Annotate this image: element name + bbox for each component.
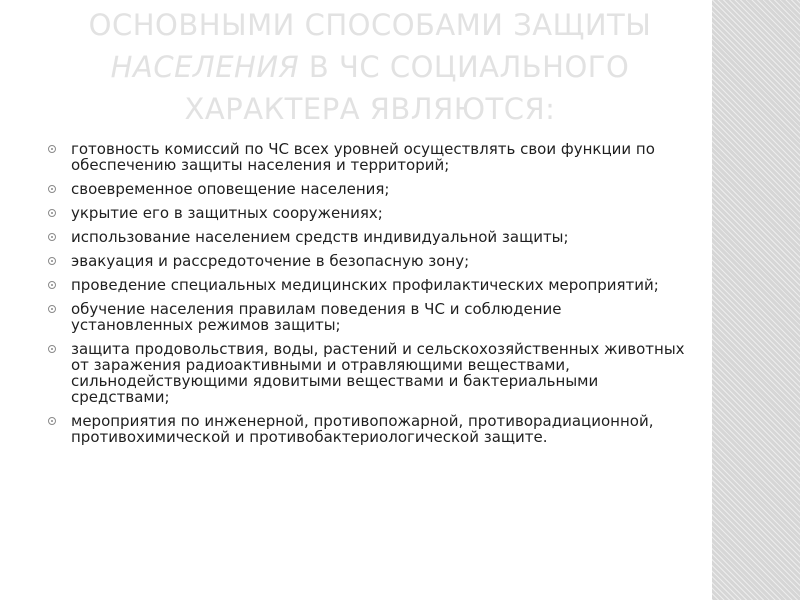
bullet-icon — [48, 257, 56, 265]
title-emphasis: НАСЕЛЕНИЯ — [110, 50, 300, 84]
bullet-text: готовность комиссий по ЧС всех уровней осуществлять свои функции по обеспечению защиты населения и территорий; — [71, 140, 655, 174]
list-item — [46, 253, 686, 269]
bullet-icon — [48, 281, 56, 289]
bullet-icon — [48, 145, 56, 153]
title-line-1: ОСНОВНЫМИ СПОСОБАМИ ЗАЩИТЫ — [88, 8, 652, 42]
bullet-text: эвакуация и рассредоточение в безопасную зону; — [71, 252, 470, 270]
title-line-2-rest: В ЧС СОЦИАЛЬНОГО — [299, 50, 630, 84]
bullet-text: укрытие его в защитных сооружениях; — [71, 204, 383, 222]
bullet-icon — [48, 417, 56, 425]
bullet-icon — [48, 209, 56, 217]
bullet-icon — [48, 185, 56, 193]
bullet-text: использование населением средств индивидуальной защиты; — [71, 228, 569, 246]
list-item — [46, 341, 686, 405]
list-item — [46, 301, 686, 333]
bullet-text: своевременное оповещение населения; — [71, 180, 390, 198]
decorative-side-stripe — [712, 0, 800, 600]
bullet-list — [46, 141, 686, 453]
bullet-icon — [48, 345, 56, 353]
bullet-text: проведение специальных медицинских профилактических мероприятий; — [71, 276, 659, 294]
list-item — [46, 413, 686, 445]
list-item — [46, 205, 686, 221]
list-item — [46, 229, 686, 245]
list-item — [46, 277, 686, 293]
list-item — [46, 181, 686, 197]
bullet-icon — [48, 305, 56, 313]
list-item — [46, 141, 686, 173]
bullet-text: обучение населения правилам поведения в ЧС и соблюдение установленных режимов защиты; — [71, 300, 562, 334]
title-line-2 — [40, 46, 700, 88]
slide-title — [40, 4, 700, 130]
bullet-icon — [48, 233, 56, 241]
bullet-text: мероприятия по инженерной, противопожарной, противорадиационной, противохимической и противобактериологической защите. — [71, 412, 654, 446]
bullet-text: защита продовольствия, воды, растений и сельскохозяйственных животных от заражения радиоактивными и отравляющими веществами, сильнодействующими ядовитыми веществами и бактериальными средствами; — [71, 340, 685, 406]
title-line-3: ХАРАКТЕРА ЯВЛЯЮТСЯ: — [184, 92, 556, 126]
